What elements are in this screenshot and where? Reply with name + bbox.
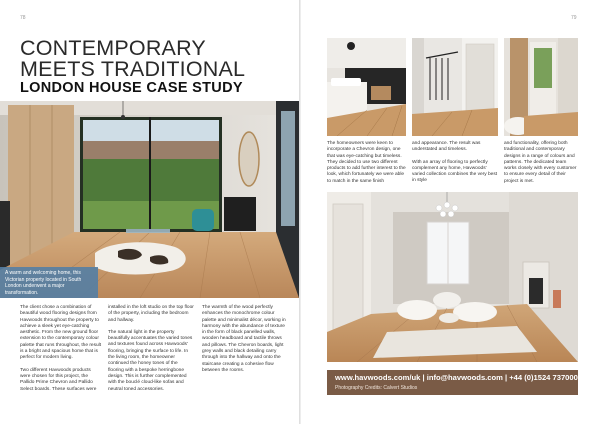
left-column-1 <box>20 305 102 399</box>
lounge-illustration <box>327 192 578 362</box>
paragraph: and appearance. The result was understated and timeless. <box>412 141 481 153</box>
photo-credits: Photography Credits: Calvert Studios <box>335 385 418 391</box>
paragraph: Two different Havwoods products were chosen for this project, the Pallido Prime Chevron and Pallido Select boards. These surfaces were <box>20 367 97 392</box>
lounge-photo <box>327 192 578 362</box>
left-column-2 <box>108 305 194 399</box>
paragraph: and functionality, offering both traditional and contemporary designs in a range of colours and patterns. The dedicated team works closely with every customer to ensure every detail of their project is met. <box>504 141 577 184</box>
bedroom-illustration <box>327 38 406 136</box>
paragraph: The warmth of the wood perfectly enhances the monochrome colour palette and minimalist décor, working in harmony with the abundance of texture in the form of black panelled walls, wooden headboard and tactile throws and pillows. The Chevron boards, light grey walls and black detailing carry through into the hallway and onto the staircase creating a cohesive flow between the rooms. <box>202 305 286 373</box>
doorway-illustration <box>504 38 578 136</box>
photo-caption: A warm and welcoming home, this Victorian property located in South London underwent a major transformation. <box>0 267 98 298</box>
article-subtitle: LONDON HOUSE CASE STUDY <box>20 80 243 96</box>
page-gutter <box>299 0 301 424</box>
title-line-2: MEETS TRADITIONAL <box>20 57 246 81</box>
hallway-stairs-photo <box>412 38 498 136</box>
contact-footer <box>327 370 578 395</box>
page-number-left: 78 <box>20 15 26 21</box>
paragraph: With an array of flooring to perfectly complement any home, Havwoods' varied collection combines the very best in style <box>412 159 498 184</box>
right-column-1 <box>327 141 407 191</box>
page-number-right: 79 <box>571 15 577 21</box>
left-column-3 <box>202 305 286 380</box>
contact-details[interactable]: www.havwoods.com/uk | info@havwoods.com | +44 (0)1524 737000 <box>335 373 578 382</box>
bedroom-photo <box>327 38 406 136</box>
title-line-1: CONTEMPORARY <box>20 36 206 60</box>
doorway-photo <box>504 38 578 136</box>
right-column-3 <box>504 141 580 191</box>
paragraph: The homeowners were keen to incorporate a Chevron design, one that was eye-catching but timeless. They decided to use two different products to add further interest to the look, which fortunately we were able to match in the same finish <box>327 141 406 184</box>
right-column-2 <box>412 141 498 191</box>
paragraph: The client chose a combination of beautiful wood flooring designs from Havwoods throughout the property to achieve a sleek yet eye-catching aesthetic. From the new ground floor extension to the contemporary colour palette that runs throughout, the result is a bright and spacious home that is perfect for modern living. <box>20 305 102 361</box>
paragraph: installed in the loft studio on the top floor of the property, including the bedroom and hallway. <box>108 305 194 323</box>
paragraph: The natural light in the property beautifully accentuates the varied tones and textures found across Havwoods' flooring, bringing the surface to life. In the living room, the homeowner continued the honey tones of the flooring with a bespoke herringbone design. This is further complemented with the bouclé cloud-like sofas and neutral toned accessories. <box>108 329 193 392</box>
article-title <box>20 38 245 80</box>
hallway-illustration <box>412 38 498 136</box>
